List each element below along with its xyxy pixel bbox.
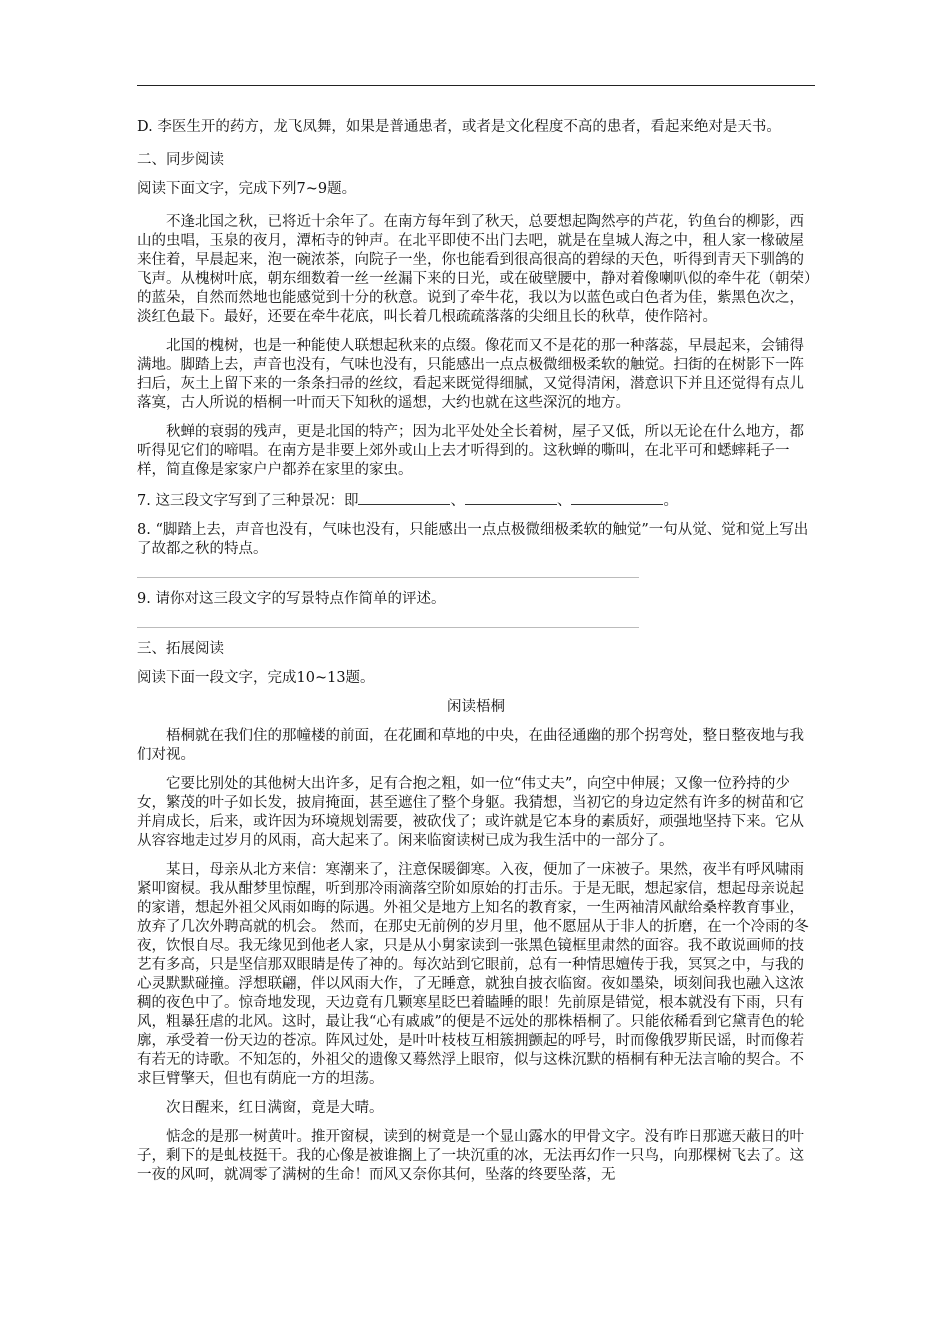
answer-blank-2[interactable] <box>465 490 557 505</box>
question-8: 8. “脚踏上去，声音也没有，气味也没有，只能感出一点点极微细极柔软的触觉”一句从觉、觉和觉上写出了故都之秋的特点。 <box>137 522 809 557</box>
question-9: 9. 请你对这三段文字的写景特点作简单的评述。 <box>137 591 446 607</box>
section2-paragraph: 不逢北国之秋，已将近十余年了。在南方每年到了秋天，总要想起陶然亭的芦花，钓鱼台的柳影，西山的虫唱，玉泉的夜月，潭柘寺的钟声。在北平即使不出门去吧，就是在皇城人海之中，租人家一椽破屋来住着，早晨起来，泡一碗浓茶，向院子一坐，你也能看到很高很高的碧绿的天色，听得到青天下驯鸽的飞声。从槐树叶底，朝东细数着一丝一丝漏下来的日光，或在破壁腰中，静对着像喇叭似的牵牛花（朝荣）的蓝朵，自然而然地也能感觉到十分的秋意。说到了牵牛花，我以为以蓝色或白色者为佳，紫黑色次之，淡红色最下。最好，还要在牵牛花底，叫长着几根疏疏落落的尖细且长的秋草，使作陪衬。 <box>137 214 812 325</box>
answer-line[interactable] <box>137 627 639 628</box>
header-rule <box>137 85 815 86</box>
section2-paragraph: 秋蝉的衰弱的残声，更是北国的特产；因为北平处处全长着树，屋子又低，所以无论在什么地方，都听得见它们的啼唱。在南方是非要上郊外或山上去才听得到的。这秋蝉的嘶叫，在北平可和蟋蟀耗子一样，简直像是家家户户都养在家里的家虫。 <box>137 424 804 478</box>
section3-paragraph: 次日醒来，红日满窗，竟是大晴。 <box>166 1100 384 1116</box>
section3-paragraph: 它要比别处的其他树大出许多，足有合抱之粗，如一位“伟丈夫”，向空中伸展；又像一位矜持的少女，繁茂的叶子如长发，披肩掩面，甚至遮住了整个身躯。我猜想，当初它的身边定然有许多的树苗和它并肩成长，后来，或许因为环境规划需要，被砍伐了；或许就是它本身的素质好，顽强地坚持下来。它从从容容地走过岁月的风雨，高大起来了。闲来临窗读树已成为我生活中的一部分了。 <box>137 776 804 849</box>
question-7-prefix: 7. 这三段文字写到了三种景况：即 <box>137 493 359 509</box>
section3-paragraph: 梧桐就在我们住的那幢楼的前面，在花圃和草地的中央，在曲径通幽的那个拐弯处，整日整夜地与我们对视。 <box>137 728 804 763</box>
section3-heading: 三、拓展阅读 <box>137 641 224 657</box>
answer-line[interactable] <box>137 577 639 578</box>
passage-title: 闲读梧桐 <box>447 699 505 715</box>
section2-paragraph: 北国的槐树，也是一种能使人联想起秋来的点缀。像花而又不是花的那一种落蕊，早晨起来，会铺得满地。脚踏上去，声音也没有，气味也没有，只能感出一点点极微细极柔软的触觉。扫街的在树影下一阵扫后，灰土上留下来的一条条扫帚的丝纹，看起来既觉得细腻，又觉得清闲，潜意识下并且还觉得有点儿落寞，古人所说的梧桐一叶而天下知秋的遥想，大约也就在这些深沉的地方。 <box>137 338 804 411</box>
document-body <box>137 118 815 1195</box>
section3-instruction: 阅读下面一段文字，完成10~13题。 <box>137 670 375 686</box>
section2-heading: 二、同步阅读 <box>137 152 224 168</box>
section3-paragraph: 惦念的是那一树黄叶。推开窗棂，读到的树竟是一个显山露水的甲骨文字。没有昨日那遮天蔽日的叶子，剩下的是虬枝挺干。我的心像是被谁搁上了一块沉重的冰，无法再幻作一只鸟，向那棵树飞去了。这一夜的风呵，就凋零了满树的生命！而风又奈你其何，坠落的终要坠落，无 <box>137 1129 804 1183</box>
question-7-sep: 、 <box>450 493 465 509</box>
section3-paragraph: 某日，母亲从北方来信：寒潮来了，注意保暖御寒。入夜，便加了一床被子。果然，夜半有呼风啸雨紧叩窗棂。我从酣梦里惊醒，听到那冷雨滴落空阶如原始的打击乐。于是无眠，想起家信，想起母亲说起的家谱，想起外祖父风雨如晦的际遇。外祖父是地方上知名的教育家，一生两袖清风献给桑梓教育事业，放弃了几次外聘高就的机会。 然而，在那史无前例的岁月里，他不愿屈从于非人的折磨，在一个冷雨的冬夜，饮恨自尽。我无缘见到他老人家，只是从小舅家读到一张黑色镜框里肃然的面容。我不敢说画师的技艺有多高，只是坚信那双眼睛是传了神的。每次站到它眼前，总有一种情思嬗传于我，冥冥之中，与我的心灵默默碰撞。浮想联翩，伴以风雨大作，了无睡意，就独自披衣临窗。夜如墨染，顷刻间我也融入这浓稠的夜色中了。惊奇地发现，天边竟有几颗寒星眨巴着瞌睡的眼！先前原是错觉，根本就没有下雨，只有风，粗暴狂虐的北风。这时，最让我“心有戚戚”的便是不远处的那株梧桐了。只能依稀看到它黛青色的轮廓，承受着一份天边的苍凉。阵风过处，是叶叶枝枝互相簇拥颤起的呼号，时而像俄罗斯民谣，时而像若有若无的诗歌。不知怎的，外祖父的遗像又蓦然浮上眼帘，似与这株沉默的梧桐有种无法言喻的契合。不求巨臂擎天，但也有荫庇一方的坦荡。 <box>137 862 809 1087</box>
question-7-suffix: 。 <box>663 493 678 509</box>
question-7 <box>137 490 815 511</box>
answer-blank-3[interactable] <box>571 490 663 505</box>
question-option-d: D. 李医生开的药方，龙飞凤舞，如果是普通患者，或者是文化程度不高的患者，看起来绝对是天书。 <box>137 119 781 135</box>
answer-blank-1[interactable] <box>358 490 450 505</box>
section2-instruction: 阅读下面文字，完成下列7~9题。 <box>137 181 357 197</box>
question-7-sep: 、 <box>556 493 572 509</box>
